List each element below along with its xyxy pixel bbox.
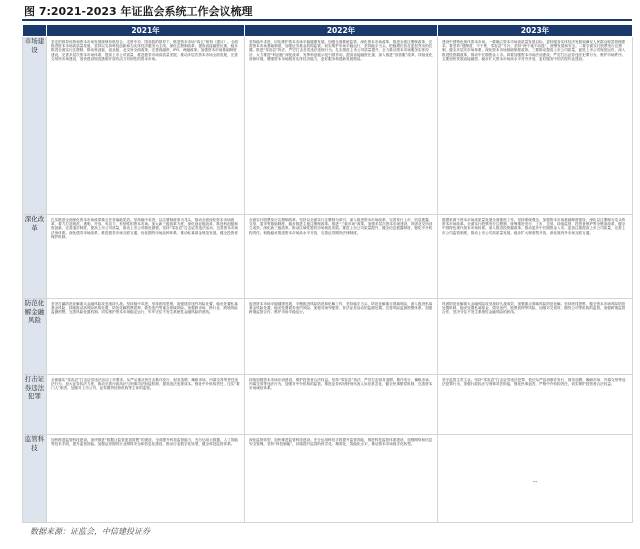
cell-2022 (245, 299, 438, 375)
cell-2022 (245, 37, 438, 215)
table-row (23, 299, 633, 375)
cell-2021 (47, 37, 245, 215)
table-row (23, 215, 633, 299)
cell-text: 全面实行股票发行注册制改革。坚持以全面实行注册制为牵引，深入推进资本市场改革，完善发行上市、信息披露、交易、退市等基础制度，稳步推进主板注册制改革。推进“三板市场”改革，加强多层次资本市场建设，巩固北交所设立成效，深化新三板改革，推动区域性股权市场规范发展。推进上市公司质量提升，健全信息披露制度，强化中介机构责任。积极稳妥推进资本市场高水平开放，完善证券期货法律制度。 (249, 218, 433, 235)
cell-2021 (47, 375, 245, 435)
meeting-summary-table (22, 24, 633, 523)
row-label-crackdown: 打击证券违法犯罪 (23, 375, 47, 435)
row-label-regtech: 监管科技 (23, 435, 47, 523)
cell-text: 建设中国特色现代资本市场。一要确立资本市场高质量发展目标，更好服务实体经济发展和满足人民群众财富管理需求。要坚持“建制度、不干预、零容忍”方针，坚持“两个毫不动摇”，统筹发展和安全。二要全面实行股票发行注册制，健全多层次市场体系，深化资本市场基础制度改革。三要推动提高上市公司质量，促进上市公司规范运作，深入推进投资端改革，推动中长期资金入市。四要加强资本市场法治建设，严厉打击证券违法犯罪行为，维护市场秩序。五要加快发展直接融资，稳步扩大资本市场高水平对外开放，更好服务中国式现代化建设。 (442, 40, 626, 61)
cell-text: 促进资本市场平稳健康发展，平衡推进风险防范和化解工作，坚持稳字当头，防范化解重点领域风险，深入推进私募基金风险处置，稳妥处置债券违约风险，加强对场外配资、非法证券活动的监测处置。完善风险监测预警体系，加强跨境监管合作，维护市场平稳运行。 (249, 302, 433, 315)
cell-2021 (47, 215, 245, 299)
cell-2022 (245, 435, 438, 523)
cell-text: -- (532, 478, 538, 486)
figure-title: 图 7:2021-2023 年证监会系统工作会议梳理 (24, 5, 253, 18)
cell-text: 加快推进监管科技建设。加快推进“数据让监管更加智慧”的建设，全面提升科技监管能力，充分运用大数据、人工智能等技术手段，提升监管效能。加强证券期货行业网络安全和信息化建设，推动行业数字化转型，健全科技监管体系。 (51, 438, 239, 447)
cell-2022 (245, 375, 438, 435)
cell-text: 巩固防范化解重大金融风险攻坚战持久战成效，加强重点领域风险防范化解。坚持底线思维，健全资本市场风险防范处置机制，稳妥处置私募基金、债券违约、股票质押等风险，加强对交易所、期货公司等机构的监管，加强跨境监管合作，坚决守住不发生系统性金融风险的底线。 (442, 302, 626, 315)
row-label-market-building: 市场建设 (23, 37, 47, 215)
cell-2021 (47, 435, 245, 523)
title-rule (22, 19, 632, 21)
table-row (23, 435, 633, 523)
cell-text: 数据来源于资本市场高质量发展全面推进工作。坚持系统观念，加强资本市场基础制度建设，深化以注册制为龙头的资本市场改革。全面实行股票发行注册制，统筹推进发行、上市、交易、持续监管、投资者保护等全链条改革，健全中国特色现代资本市场体系。深入推进投资端改革，推动更多中长期资金入市。更加注重提高上市公司质量，完善上市公司监管制度，推动上市公司高质量发展。稳步扩大制度型开放，深化境内外市场互联互通。 (442, 218, 626, 235)
cell-2021 (47, 299, 245, 375)
cell-2023 (438, 37, 633, 215)
header-blank (23, 25, 47, 37)
table-row (23, 37, 633, 215)
cell-text: 全面落实“零容忍”打击证券违法活动工作要求。从严从重从快打击欺诈发行、财务造假、操纵市场、内幕交易等恶性违法行为，加大证券执法力度，推动完善行政执法与刑事司法衔接机制，提高违法违规成本。强化中介机构责任，压实“看门人”职责，加强对上市公司、证券期货经营机构等主体的监管。 (51, 378, 240, 391)
cell-2023 (438, 375, 633, 435)
cell-text: 坚持稳中求进，切实维护资本市场平稳健康发展。加强全面系统监管，深化资本市场改革，推进全面注册制改革，完善资本市场基础制度，加强证券基金机构监管，切实维护市场平稳运行，坚持稳字当头，把稳增长放在更加突出的位置。推进“零容忍”执法，严厉打击各类违法违规行为。扎实推进上市公司质量提升，全力推动资本市场服务实体经济，大力推进“科创板”深化改革，发挥科创板示范引领作用。提高直接融资比重，深入推进“放管服”改革，持续优化营商环境，增强资本市场服务实体经济能力，更好服务构建新发展格局。 (249, 40, 433, 61)
cell-text: 坚决打赢防范化解重大金融风险攻坚战持久战。坚持稳中求进，坚持底线思维，加强债券违约风险处置，稳妥处置私募基金风险，持续推动高风险机构处置，防范化解股票质押、债券违约等重点领域风险。加强跨市场、跨行业、跨境风险监测预警，完善风险处置机制。切实维护资本市场稳定运行，牢牢守住不发生系统性金融风险的底线。 (51, 302, 238, 315)
cell-text: 坚定的领导优势和资本市场发展规律有机结合，走资中央、国务院的领导下，推进资本市场“四五”规划《建议》。全面推进资本市场高质量发展，坚持以支持科技创新和为实体经济服务为主线，深化注册制改革，提高直接融资比重，稳步推进全面实行注册制，推动科创板、创业板、北交所全面改革，完善再融资、IPO、两融改革。加强资本市场基础制度建设，完善多层次资本市场体系，提高上市公司质量，推进债券市场高质量发展，推动多层次资本市场全面发展，完善交易所市场建设，加快建设规范透明开放有活力有韧性的资本市场。 (51, 40, 239, 61)
header-2023: 2023年 (438, 25, 633, 37)
row-label-risk-prevention: 防范化解金融风险 (23, 299, 47, 375)
cell-text: 坚守监管主责主业。坚持“零容忍”打击证券违法犯罪，依法从严惩治欺诈发行、财务造假、操纵市场、内幕交易等违法犯罪行为，加强行政执法与刑事司法衔接，强化民事追责，严格中介机构责任，切实保护投资者合法权益。 (442, 378, 626, 387)
source-note: 数据来源：证监会，中信建投证券 (30, 527, 150, 536)
row-label-deepen-reform: 深化改革 (23, 215, 47, 299)
cell-text: 扎实推进全面深化资本市场改革重点任务落地见效。坚持稳中求进，以注册制改革为龙头，推动全面深化资本市场改革，着力打造规范、透明、开放、有活力、有韧性的资本市场。加大新三板改革力度，深化创业板改革，推进科创板制度创新，完善退市制度，提高上市公司质量，推动上市公司做优做强，坚持“零容忍”打击证券违法活动，完善资本市场法治体系。深化债券市场改革，推进债券市场互联互通，优化期货市场品种体系，推动私募基金规范发展，健全投资者保护机制。 (51, 218, 239, 239)
table-header-row (23, 25, 633, 37)
table-row (23, 375, 633, 435)
header-2022: 2022年 (245, 25, 438, 37)
cell-2022 (245, 215, 438, 299)
header-2021: 2021年 (47, 25, 245, 37)
cell-2023 (438, 299, 633, 375)
cell-2023 (438, 215, 633, 299)
cell-text: 深化监管转型，加快推进监管科技建设。充分运用科技手段提升监管效能，推进科技监管体系建设，加强网络和信息安全管理。坚持“科技赋能”，持续提升监管的科学化、精准化、智能化水平，推动资本市场数字化转型。 (249, 438, 433, 447)
cell-text: 持续加强资本市场法治建设，保护投资者合法权益。坚持“零容忍”执法，严厉打击财务造假、欺诈发行、操纵市场、内幕交易等违法行为，加强对中介机构的监管。推进证券纠纷特别代表人诉讼常态化，健全民事赔偿机制，完善资本市场诚信体系。 (249, 378, 433, 391)
cell-2023 (438, 435, 633, 523)
